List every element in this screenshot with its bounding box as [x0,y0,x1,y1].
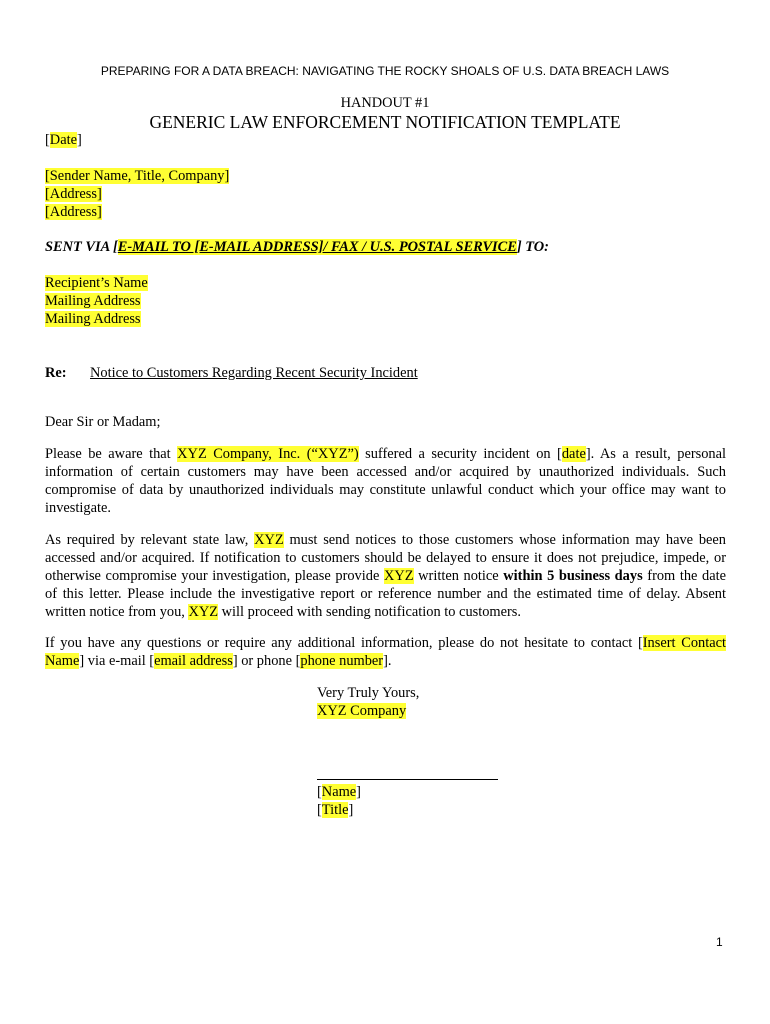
salutation: Dear Sir or Madam; [45,414,161,430]
sender-address-line-1: [Address] [45,186,102,202]
contact-name: Insert Contact Name [45,635,726,669]
signature-line [317,779,498,780]
incident-date: date [561,446,586,462]
recipient-mailing-1: Mailing Address [45,293,141,309]
date-line: [Date] [45,132,82,148]
recipient-mailing-2: Mailing Address [45,311,141,327]
phone-number: phone number [300,653,384,669]
sent-via-line: SENT VIA [E-MAIL TO [E-MAIL ADDRESS]/ FAX / U.S. POSTAL SERVICE] TO: [45,239,549,255]
running-header: PREPARING FOR A DATA BREACH: NAVIGATING THE ROCKY SHOALS OF U.S. DATA BREACH LAWS [100,64,670,78]
email-address: email address [154,653,233,669]
date-placeholder: Date [49,132,77,148]
page-title: GENERIC LAW ENFORCEMENT NOTIFICATION TEMPLATE [149,112,621,132]
sender-address-line-2: [Address] [45,204,102,220]
recipient-name: Recipient’s Name [45,275,148,291]
deadline-text: within 5 business days [503,568,643,584]
signature-block: [Name] [Title] [317,784,361,818]
paragraph-1: Please be aware that XYZ Company, Inc. (“XYZ”) suffered a security incident on [date]. As a result, personal information of certain customers may have been accessed and/or acquired by unauthorized individuals. Such compromise of data by unauthorized individuals may constitute unlawful conduct which your office may want to investigate. [45,446,726,516]
company-name: XYZ Company, Inc. (“XYZ”) [177,446,359,462]
handout-label: HANDOUT #1 [340,95,430,111]
re-subject: Notice to Customers Regarding Recent Security Incident [90,365,418,381]
page-number: 1 [716,935,723,949]
re-line [45,364,726,382]
re-label: Re: [45,365,67,381]
sender-name-line: [Sender Name, Title, Company] [45,168,230,184]
paragraph-2: As required by relevant state law, XYZ must send notices to those customers whose information may have been accessed and/or acquired. If notification to customers should be delayed to ensure it does not prejudice, impede, or otherwise compromise your investigation, please provide XYZ written notice within 5 business days from the date of this letter. Please include the investigative report or reference number and the estimated time of delay. Absent written notice from you, XYZ will proceed with sending notification to customers. [45,532,727,620]
closing-company: XYZ Company [317,703,407,719]
signer-title: Title [321,802,349,818]
paragraph-3: If you have any questions or require any additional information, please do not hesitate to contact [Insert Contact Name] via e-mail [email address] or phone [phone number]. [45,635,726,669]
closing-line: Very Truly Yours, [317,685,420,701]
delivery-method: E-MAIL TO [E-MAIL ADDRESS]/ FAX / U.S. POSTAL SERVICE [117,239,517,255]
signer-name: Name [321,784,357,800]
sender-block [45,167,726,221]
closing-block [317,684,617,720]
sender-name: Sender Name, Title, Company [49,168,225,184]
recipient-block [45,274,726,328]
